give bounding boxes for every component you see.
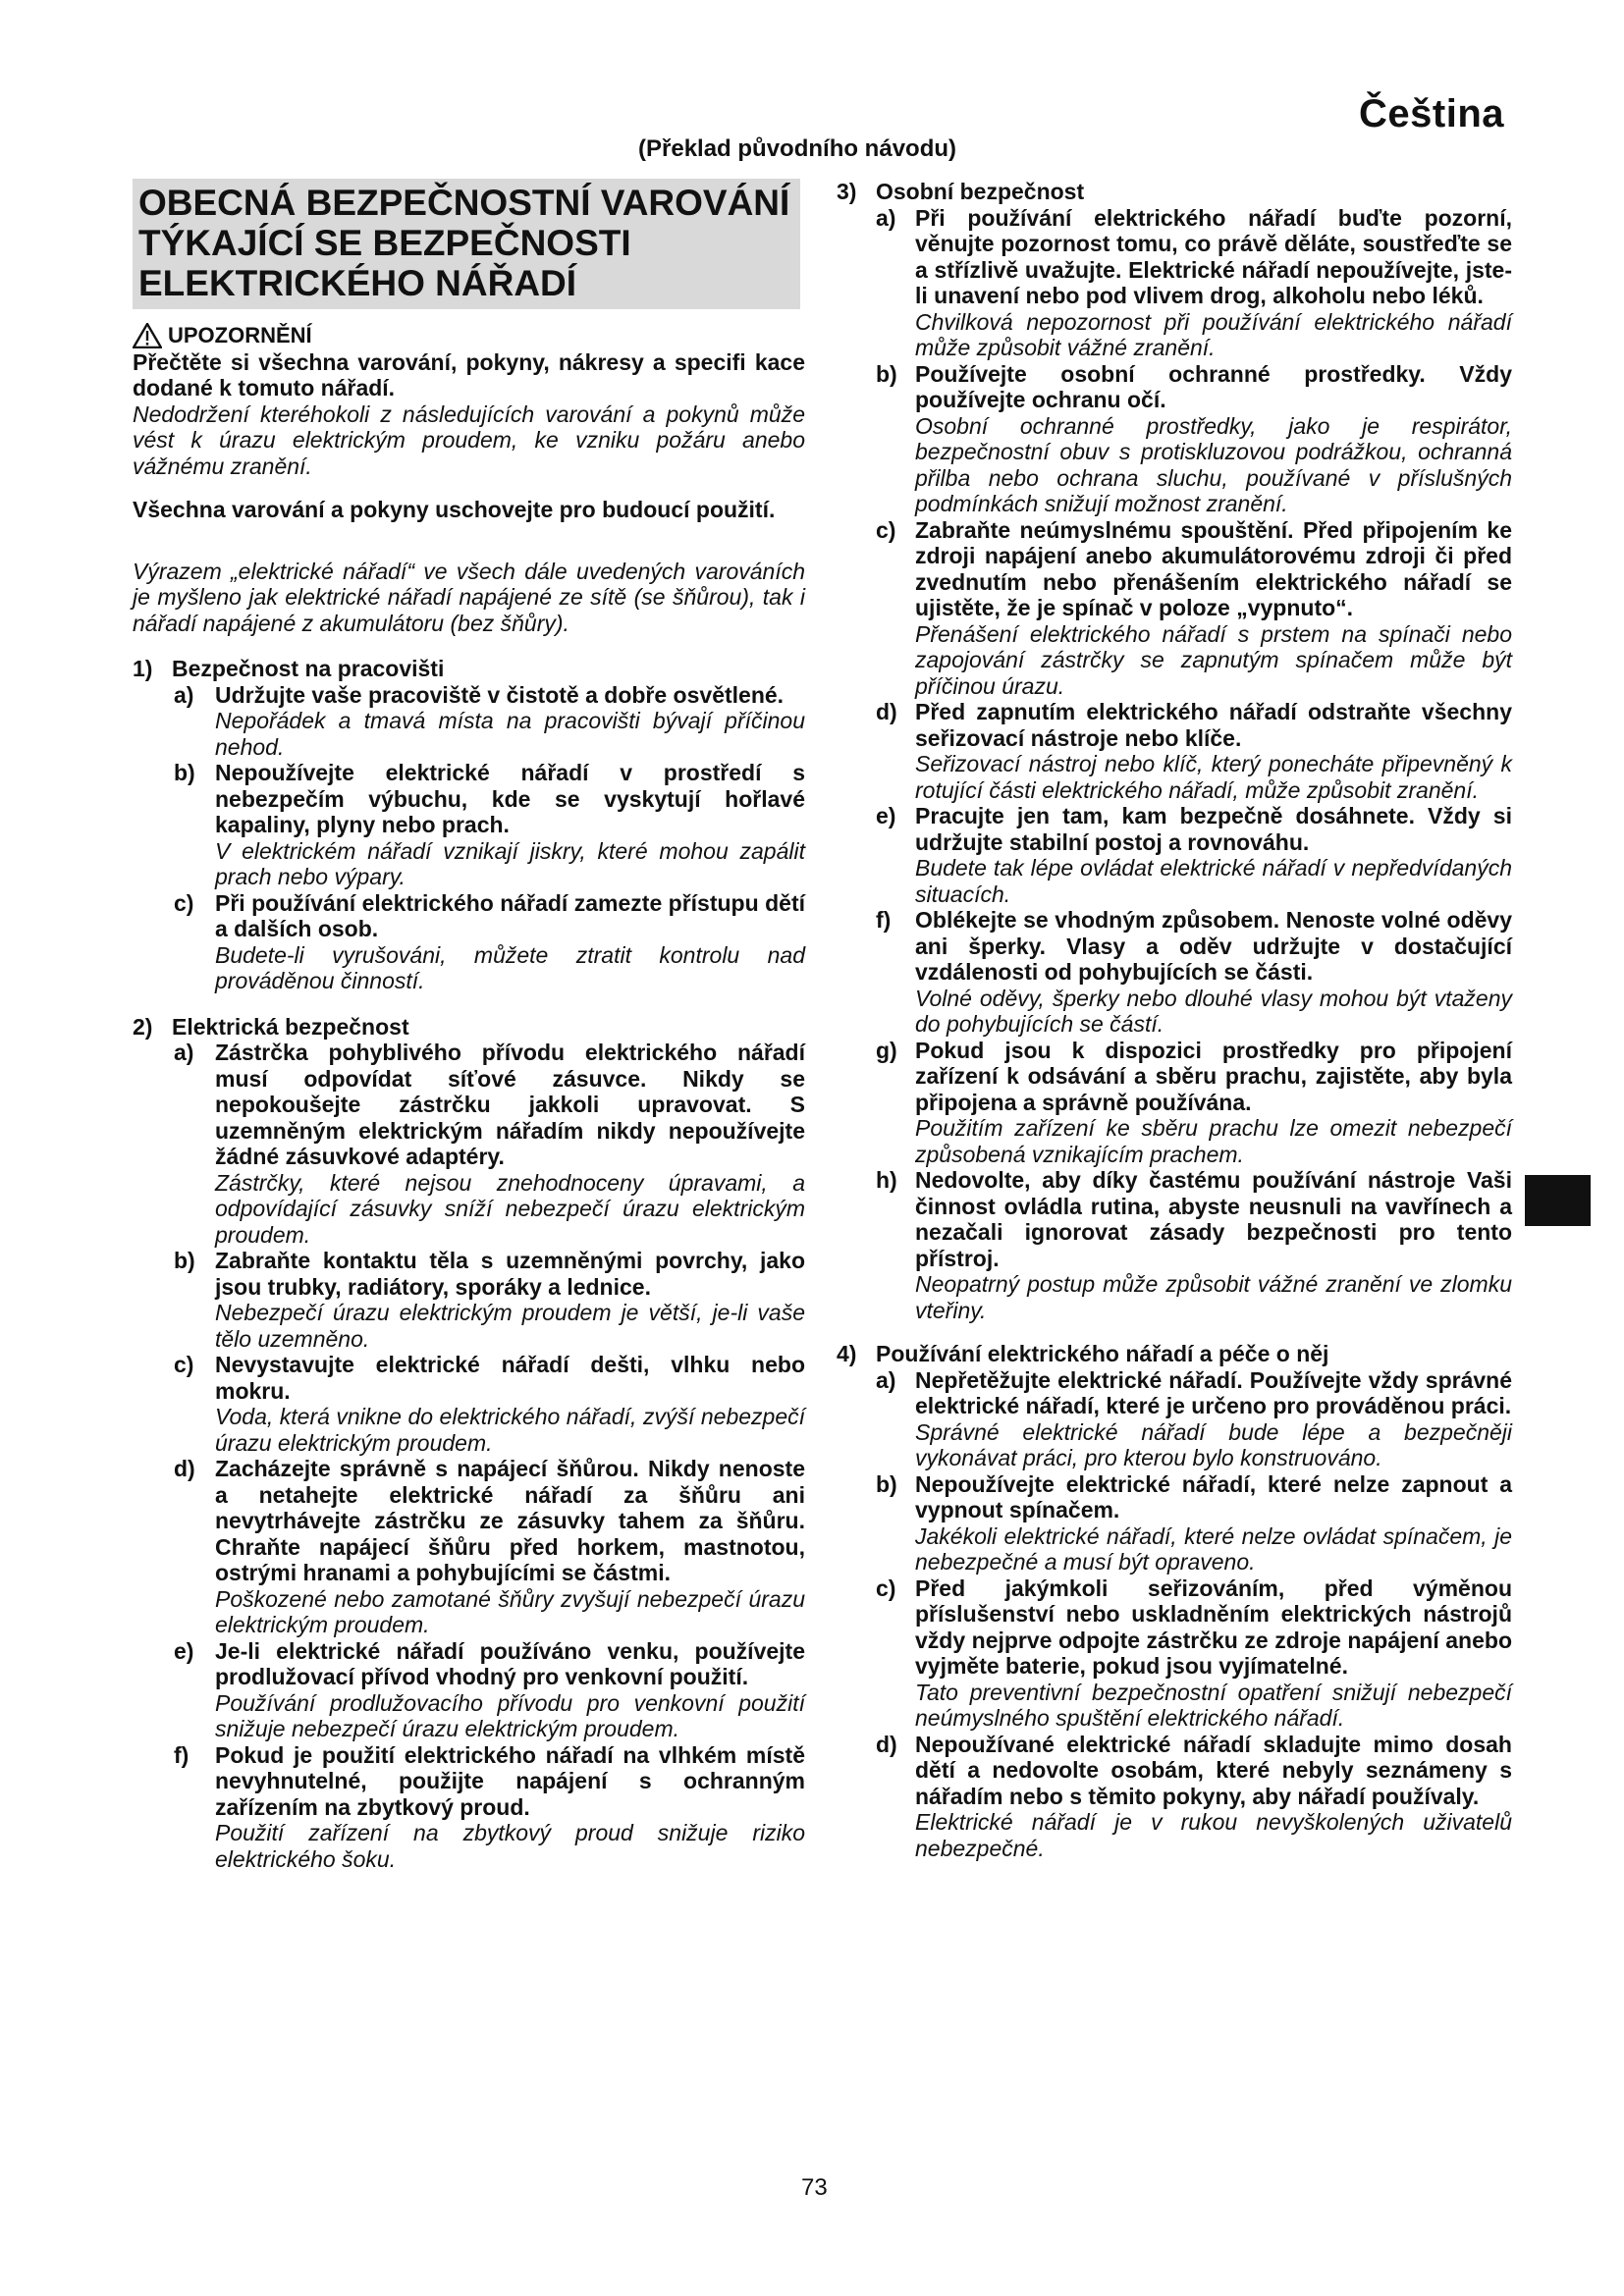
item-marker: a) xyxy=(174,1040,194,1065)
item-instruction: Při používání elektrického nářadí zamezte přístupu dětí a dalších osob. xyxy=(215,889,805,941)
page-title: OBECNÁ BEZPEČNOSTNÍ VAROVÁNÍ TÝKAJÍCÍ SE BEZPEČNOSTI ELEKTRICKÉHO NÁŘADÍ xyxy=(133,179,800,309)
list-item xyxy=(837,517,1512,700)
item-instruction: Pokud jsou k dispozici prostředky pro připojení zařízení k odsávání a sběru prachu, zajistěte, aby byla připojena a správně používána. xyxy=(915,1037,1512,1115)
item-marker: c) xyxy=(174,1352,194,1377)
warning-triangle-icon xyxy=(133,323,162,348)
item-marker: h) xyxy=(876,1167,897,1193)
item-instruction: Před zapnutím elektrického nářadí odstraňte všechny seřizovací nástroje nebo klíče. xyxy=(915,699,1512,751)
item-instruction: Zabraňte neúmyslnému spouštění. Před připojením ke zdroji napájení anebo akumulátorovému zdroji či před zvednutím nebo přenášením elektrického nářadí se ujistěte, že je spínač v poloze „vypnuto“. xyxy=(915,516,1512,620)
item-instruction: Pokud je použití elektrického nářadí na vlhkém místě nevyhnutelné, použijte napájení s ochranným zařízením na zbytkový proud. xyxy=(215,1741,805,1820)
warning-heading xyxy=(133,323,805,349)
keep-instructions-text: Všechna varování a pokyny uschovejte pro budoucí použití. xyxy=(133,497,776,522)
item-marker: c) xyxy=(876,1575,896,1601)
list-item xyxy=(133,1638,805,1742)
item-instruction: Nepřetěžujte elektrické nářadí. Používejte vždy správné elektrické nářadí, které je určeno pro prováděnou práci. xyxy=(915,1366,1512,1418)
item-explanation: Budete tak lépe ovládat elektrické nářadí v nepředvídaných situacích. xyxy=(915,855,1512,907)
item-instruction: Je-li elektrické nářadí používáno venku, používejte prodlužovací přívod vhodný pro venkovní použití. xyxy=(215,1637,805,1689)
item-instruction: Udržujte vaše pracoviště v čistotě a dobře osvětlené. xyxy=(215,681,785,708)
item-explanation: Použitím zařízení ke sběru prachu lze omezit nebezpečí způsobená vznikajícím prachem. xyxy=(915,1115,1512,1167)
list-item xyxy=(133,890,805,994)
list-item xyxy=(837,1167,1512,1323)
item-explanation: Seřizovací nástroj nebo klíč, který ponecháte připevněný k rotující části elektrického nářadí, může způsobit zranění. xyxy=(915,751,1512,803)
list-item xyxy=(837,907,1512,1038)
list-item xyxy=(133,1456,805,1638)
section-heading xyxy=(837,179,1512,205)
item-marker: c) xyxy=(174,889,194,916)
list-item xyxy=(837,1367,1512,1471)
item-marker: a) xyxy=(876,204,896,231)
list-item xyxy=(133,760,805,890)
item-explanation: Nepořádek a tmavá místa na pracovišti bývají příčinou nehod. xyxy=(215,708,805,760)
list-item xyxy=(837,361,1512,517)
list-item xyxy=(837,1471,1512,1575)
item-marker: a) xyxy=(876,1366,896,1393)
right-column xyxy=(837,179,1512,1861)
section-heading xyxy=(133,1014,805,1041)
list-item xyxy=(837,1732,1512,1862)
item-instruction: Zabraňte kontaktu těla s uzemněnými povrchy, jako jsou trubky, radiátory, sporáky a lednice. xyxy=(215,1248,805,1300)
item-instruction: Nedovolte, aby díky častému používání nástroje Vaši činnost ovládla rutina, abyste neusnuli na vavřínech a nezačali ignorovat zásady bezpečnosti pro tento přístroj. xyxy=(915,1167,1512,1271)
item-marker: d) xyxy=(876,1731,897,1757)
item-explanation: Osobní ochranné prostředky, jako je respirátor, bezpečnostní obuv s protiskluzovou podrážkou, ochranná přilba nebo ochrana sluchu, používané v příslušných podmínkách snižují možnost zranění. xyxy=(915,412,1512,516)
power-tool-definition: Výrazem „elektrické nářadí“ ve všech dále uvedených varováních je myšleno jak elektrické nářadí napájené ze sítě (se šňůrou), tak i nářadí napájené z akumulátoru (bez šňůry). xyxy=(133,558,805,636)
section-title: Bezpečnost na pracovišti xyxy=(172,656,445,681)
item-instruction: Oblékejte se vhodným způsobem. Nenoste volné oděvy ani šperky. Vlasy a oděv udržujte v dostačující vzdálenosti od pohybujících se části. xyxy=(915,907,1512,985)
item-explanation: Používání prodlužovacího přívodu pro venkovní použití snižuje nebezpečí úrazu elektrickým proudem. xyxy=(215,1689,805,1741)
item-marker: e) xyxy=(174,1637,194,1664)
list-item xyxy=(133,1248,805,1352)
item-marker: b) xyxy=(174,760,195,785)
translation-note: (Překlad původního návodu) xyxy=(638,135,957,162)
item-marker: e) xyxy=(876,803,896,828)
item-explanation: Poškozené nebo zamotané šňůry zvyšují nebezpečí úrazu elektrickým proudem. xyxy=(215,1585,805,1637)
item-explanation: Chvilková nepozornost při používání elektrického nářadí může způsobit vážné zranění. xyxy=(915,308,1512,360)
item-instruction: Nepoužívané elektrické nářadí skladujte mimo dosah dětí a nedovolte osobám, které nebyly seznámeny s nářadím nebo s těmito pokyny, aby nářadí používaly. xyxy=(915,1731,1512,1809)
section-number: 1) xyxy=(133,656,153,681)
list-item xyxy=(133,1040,805,1248)
item-instruction: Zástrčka pohyblivého přívodu elektrického nářadí musí odpovídat síťové zásuvce. Nikdy se nepokoušejte zástrčku jakkoli upravovat. S uzemněným elektrickým nářadím nikdy nepoužívejte žádné zásuvkové adaptéry. xyxy=(215,1040,805,1169)
language-side-tab xyxy=(1525,1175,1591,1226)
item-explanation: Jakékoli elektrické nářadí, které nelze ovládat spínačem, je nebezpečné a musí být opraveno. xyxy=(915,1522,1512,1575)
item-marker: f) xyxy=(174,1741,189,1768)
list-item xyxy=(837,803,1512,907)
item-marker: f) xyxy=(876,907,892,933)
item-marker: a) xyxy=(174,681,194,708)
list-item xyxy=(837,205,1512,361)
item-explanation: Zástrčky, které nejsou znehodnoceny úpravami, a odpovídající zásuvky sníží nebezpečí úrazu elektrickým proudem. xyxy=(215,1169,805,1248)
list-item xyxy=(837,1575,1512,1732)
item-explanation: V elektrickém nářadí vznikají jiskry, které mohou zapálit prach nebo výpary. xyxy=(215,837,805,889)
item-marker: g) xyxy=(876,1037,897,1063)
item-explanation: Volné oděvy, šperky nebo dlouhé vlasy mohou být vtaženy do pohybujících se částí. xyxy=(915,985,1512,1037)
list-item xyxy=(837,1038,1512,1168)
item-marker: b) xyxy=(876,360,897,387)
item-instruction: Nepoužívejte elektrické nářadí v prostředí s nebezpečím výbuchu, kde se vyskytují hořlavé kapaliny, plyny nebo prach. xyxy=(215,760,805,837)
item-marker: c) xyxy=(876,516,896,543)
list-item xyxy=(133,1742,805,1873)
item-explanation: Elektrické nářadí je v rukou nevyškolených uživatelů nebezpečné. xyxy=(915,1809,1512,1861)
item-instruction: Používejte osobní ochranné prostředky. Vždy používejte ochranu očí. xyxy=(915,360,1512,412)
item-explanation: Nebezpečí úrazu elektrickým proudem je větší, je-li vaše tělo uzemněno. xyxy=(215,1300,805,1352)
list-item xyxy=(133,682,805,761)
item-explanation: Voda, která vnikne do elektrického nářadí, zvýší nebezpečí úrazu elektrickým proudem. xyxy=(215,1404,805,1456)
language-heading: Čeština xyxy=(1359,92,1504,135)
list-item xyxy=(133,1352,805,1456)
left-column xyxy=(133,179,805,1872)
item-explanation: Přenášení elektrického nářadí s prstem na spínači nebo zapojování zástrčky se zapnutým spínačem může být příčinou úrazu. xyxy=(915,620,1512,699)
list-item xyxy=(837,699,1512,803)
warning-bold-text: Přečtěte si všechna varování, pokyny, nákresy a specifi kace dodané k tomuto nářadí. xyxy=(133,348,805,400)
section-title: Používání elektrického nářadí a péče o něj xyxy=(876,1341,1329,1366)
item-explanation: Použití zařízení na zbytkový proud snižuje riziko elektrického šoku. xyxy=(215,1820,805,1872)
item-explanation: Neopatrný postup může způsobit vážné zranění ve zlomku vteřiny. xyxy=(915,1271,1512,1323)
item-marker: b) xyxy=(174,1248,195,1273)
section-title: Osobní bezpečnost xyxy=(876,179,1085,204)
item-instruction: Pracujte jen tam, kam bezpečně dosáhnete. Vždy si udržujte stabilní postoj a rovnováhu. xyxy=(915,803,1512,855)
section-number: 2) xyxy=(133,1013,153,1040)
section-heading xyxy=(133,656,805,682)
section-heading xyxy=(837,1341,1512,1367)
page-number: 73 xyxy=(801,2174,828,2201)
item-marker: d) xyxy=(876,699,897,724)
item-instruction: Nevystavujte elektrické nářadí dešti, vlhku nebo mokru. xyxy=(215,1352,805,1404)
section-number: 3) xyxy=(837,179,857,204)
item-explanation: Budete-li vyrušováni, můžete ztratit kontrolu nad prováděnou činností. xyxy=(215,941,805,993)
section-number: 4) xyxy=(837,1341,857,1366)
section-title: Elektrická bezpečnost xyxy=(172,1013,409,1040)
warning-label: UPOZORNĚNÍ xyxy=(168,323,312,347)
item-instruction: Zacházejte správně s napájecí šňůrou. Nikdy nenoste a netahejte elektrické nářadí za šňůru ani nevytrhávejte zástrčku ze zásuvky tahem za šňůru. Chraňte napájecí šňůru před horkem, mastnotou, ostrými hranami a pohybujícími se částmi. xyxy=(215,1456,805,1585)
item-marker: b) xyxy=(876,1470,897,1497)
item-explanation: Správné elektrické nářadí bude lépe a bezpečněji vykonávat práci, pro kterou bylo konstruováno. xyxy=(915,1418,1512,1470)
item-instruction: Nepoužívejte elektrické nářadí, které nelze zapnout a vypnout spínačem. xyxy=(915,1470,1512,1522)
item-explanation: Tato preventivní bezpečnostní opatření snižují nebezpečí neúmyslného spuštění elektrického nářadí. xyxy=(915,1679,1512,1731)
warning-italic-text: Nedodržení kteréhokoli z následujících varování a pokynů může vést k úrazu elektrickým proudem, ke vzniku požáru anebo vážnému zranění. xyxy=(133,400,805,479)
item-instruction: Před jakýmkoli seřizováním, před výměnou příslušenství nebo uskladněním elektrických nástrojů vždy nejprve odpojte zástrčku ze zdroje napájení anebo vyjměte baterie, pokud jsou vyjímatelné. xyxy=(915,1575,1512,1679)
item-instruction: Při používání elektrického nářadí buďte pozorní, věnujte pozornost tomu, co právě děláte, soustřeďte se a střízlivě uvažujte. Elektrické nářadí nepoužívejte, jste-li unavení nebo pod vlivem drog, alkoholu nebo léků. xyxy=(915,204,1512,308)
item-marker: d) xyxy=(174,1456,195,1481)
